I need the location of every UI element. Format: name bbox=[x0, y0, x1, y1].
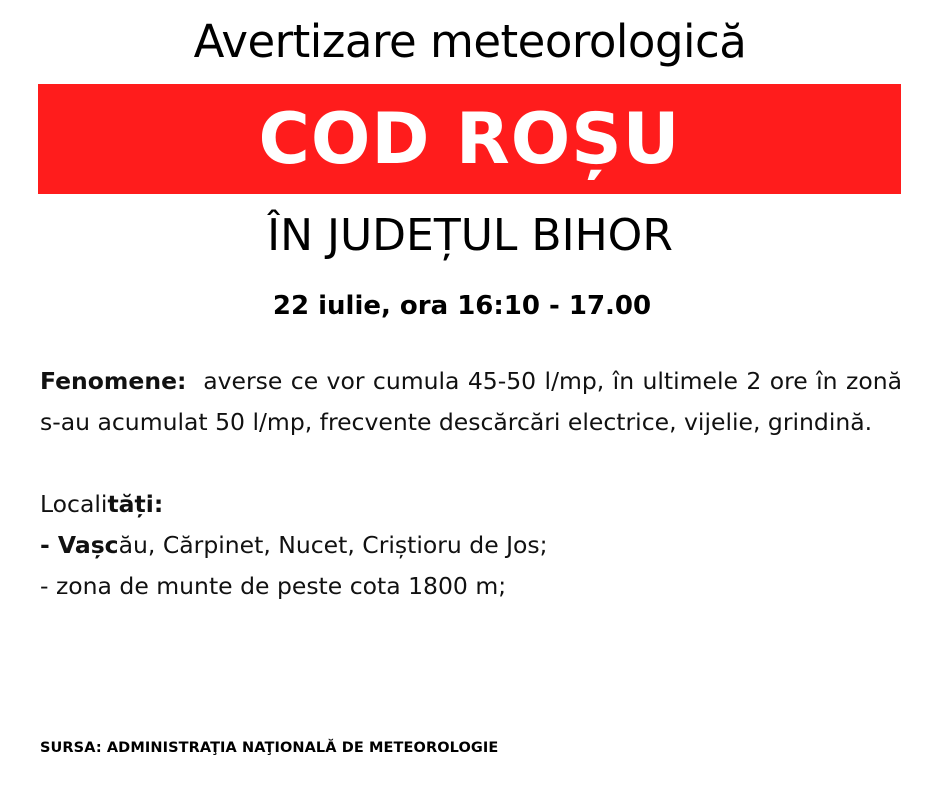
alert-details bbox=[40, 361, 902, 607]
locality-item bbox=[40, 566, 902, 607]
phenomena-paragraph bbox=[40, 361, 902, 443]
source-credit: SURSA: ADMINISTRAŢIA NAŢIONALĂ DE METEOROLOGIE bbox=[40, 740, 499, 756]
localities-heading-bold: tăți: bbox=[107, 490, 164, 518]
locality-item-text: - zona de munte de peste cota 1800 m; bbox=[40, 572, 507, 600]
red-code-banner bbox=[38, 84, 901, 194]
localities-heading bbox=[40, 484, 902, 525]
locality-item-text: ău, Cărpinet, Nucet, Criștioru de Jos; bbox=[118, 531, 548, 559]
county-heading: ÎN JUDEȚUL BIHOR bbox=[267, 210, 673, 261]
page-title: Avertizare meteorologică bbox=[193, 15, 747, 68]
alert-datetime: 22 iulie, ora 16:10 - 17.00 bbox=[272, 291, 652, 321]
locality-item-bold: - Vașc bbox=[40, 531, 119, 559]
alert-level-label: COD ROȘU bbox=[258, 98, 681, 180]
phenomena-text: averse ce vor cumula 45-50 l/mp, în ultimele 2 ore în zonă s-au acumulat 50 l/mp, frecvente descărcări electrice, vijelie, grindină. bbox=[40, 367, 902, 436]
localities-section bbox=[40, 484, 902, 607]
localities-heading-regular: Locali bbox=[40, 490, 108, 518]
locality-item bbox=[40, 525, 902, 566]
phenomena-label: Fenomene: bbox=[40, 367, 187, 395]
